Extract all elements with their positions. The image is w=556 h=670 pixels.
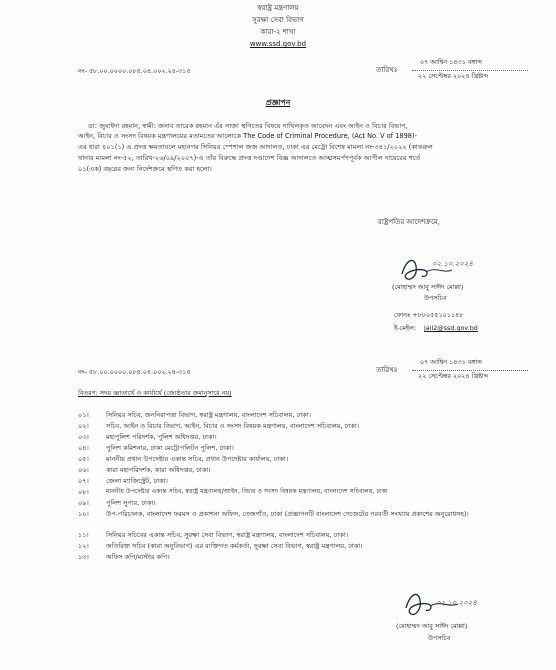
division-name: সুরক্ষা সেবা বিভাগ [252, 16, 304, 24]
branch-name: কারা-২ শাখা [260, 28, 296, 36]
list-item-number: ০২। [78, 422, 89, 430]
list-item-text: মহাপুলিশ পরিদর্শক, পুলিশ অধিদপ্তর, ঢাকা। [106, 433, 217, 441]
body-line: ০১(এক) বছরের জন্য নির্দেশক্রমে স্থগিত করা হলো। [78, 165, 212, 173]
list-item-text: কারা মহাপরিদর্শক, কারা অধিদপ্তর, ঢাকা। [106, 466, 211, 474]
date-bangla-2: ০৭ আশ্বিন ১৪৩১ বঙ্গাব্দ [420, 358, 482, 366]
list-item [78, 410, 518, 421]
list-item [78, 509, 518, 530]
signatory-name: (মোহাম্মদ আবু সাঈদ মোল্লা) [392, 283, 464, 291]
list-item-text: পুলিশ সুপার, ঢাকা। [106, 499, 156, 507]
list-item-text: সচিব, আইন ও বিচার বিভাগ, আইন, বিচার ও সংসদ বিষয়ক মন্ত্রণালয়, বাংলাদেশ সচিবালয়, ঢাকা। [106, 422, 359, 430]
list-item-number: ১০। [78, 510, 89, 518]
list-item-number: ০৯। [78, 499, 89, 507]
signatory-designation-2: উপসচিব [428, 634, 451, 642]
list-item-text: অতিরিক্ত সচিব (কারা অনুবিভাগ) এর ব্যক্তিগত কর্মকর্তা, সুরক্ষা সেবা বিভাগ, স্বরাষ্ট্র মন্ত্রণালয়, ঢাকা। [106, 542, 363, 550]
list-item-number: ০৫। [78, 455, 89, 463]
list-item [78, 552, 518, 563]
list-item [78, 421, 518, 432]
list-item-text: জেলা ম্যাজিস্ট্রেট, ঢাকা। [106, 477, 168, 485]
list-item-number: ০৬। [78, 466, 89, 474]
list-item [78, 541, 518, 552]
list-item [78, 498, 518, 509]
ministry-name: স্বরাষ্ট্র মন্ত্রণালয় [257, 4, 299, 12]
list-item [78, 454, 518, 465]
signatory-designation: উপসচিব [424, 294, 447, 302]
signature-date: ০২.১০.২০২৪ [432, 260, 473, 268]
list-item-number: ০৭। [78, 477, 89, 485]
list-item-number: ০৪। [78, 444, 89, 452]
body-line: ডা: জুবাইদা রহমান, স্বামী: জনাব তারেক রহমান এঁর সাজা স্থগিতের বিষয়ে দাখিলকৃত আবেদন এবং আইন ও বিচার বিভাগ, [88, 122, 408, 130]
signatory-name-2: (মোহাম্মদ আবু সাঈদ মোল্লা) [396, 622, 468, 630]
list-item-text: উপ-পরিচালক, বাংলাদেশ ফরমস ও প্রকাশনা অফিস, তেজগাঁও, ঢাকা (প্রজ্ঞাপনটি বাংলাদেশ গেজেটের পরবর্তী সংখ্যায় প্রকাশের অনুরোধসহ)। [106, 510, 469, 518]
signatory-email-label: ই-মেইল: [394, 324, 417, 332]
body-line: থানার মামলা নং-৫২, তারিখ-২৬/০৯/২০০৭)-এ তাঁর বিরুদ্ধে প্রদত্ত দণ্ডাদেশ বিজ্ঞ আদালতে আত্মসমর্পণপূর্বক আপীল দায়েরের শর্তে [78, 154, 421, 162]
website-link[interactable]: www.ssd.gov.bd [249, 40, 307, 48]
list-item-number: ০৩। [78, 433, 89, 441]
memo-number: নং- ৫৮.০০.০০০০.০৮৫.০৪.০০২.২৪-৩১৫ [78, 67, 191, 75]
body-line: এর ধারা ৪০১(১) এ প্রদত্ত ক্ষমতাবলে মহানগর সিনিয়র স্পেশাল জজ আদালত, ঢাকা এর মেট্রো বিশেষ মামলা নং-৩৪১/২০২২ (কাফরুল [78, 143, 433, 151]
signatory-phone: ফোনঃ +৮৮০৫৫১০১১৪৮ [394, 311, 464, 319]
signatory-email-link[interactable]: jail2@ssd.gov.bd [424, 324, 478, 332]
list-item-number: ০১। [78, 411, 89, 419]
distribution-heading: বিতরণ: সদয় জ্ঞাতার্থে ও কার্যার্থে (জ্যেষ্ঠতার ক্রমানুসারে নয়) [78, 389, 232, 397]
list-item [78, 530, 518, 541]
date-label: তারিখঃ [376, 66, 398, 74]
date-english: ২২ সেপ্টেম্বর ২০২৪ খ্রিষ্টাব্দ [418, 72, 489, 80]
list-item [78, 487, 518, 498]
list-item-text: মাননীয় প্রধান উপদেষ্টার একান্ত সচিব, প্রধান উপদেষ্টার কার্যালয়, ঢাকা। [106, 455, 289, 463]
date-bangla: ০৭ আশ্বিন ১৪৩১ বঙ্গাব্দ [420, 58, 482, 66]
list-item [78, 443, 518, 454]
list-item-number: ১৩। [78, 553, 89, 561]
list-item-text: সিনিয়র সচিবের একান্ত সচিব, সুরক্ষা সেবা বিভাগ, স্বরাষ্ট্র মন্ত্রণালয়, বাংলাদেশ সচিবালয়, ঢাকা। [106, 531, 349, 539]
document-title: প্রজ্ঞাপন [265, 98, 291, 107]
date-english-2: ২২ সেপ্টেম্বর ২০২৪ খ্রিষ্টাব্দ [418, 372, 489, 380]
list-item-number: ১২। [78, 542, 89, 550]
body-line: আইন, বিচার ও সংসদ বিষয়ক মন্ত্রণালয়ের মতামতের আলোকে The Code of Criminal Procedure, (Act No. V of 1898)- [78, 132, 417, 140]
list-item-number: ০৮। [78, 488, 89, 496]
memo-number-2: নং- ৫৮.০০.০০০০.০৮৫.০৪.০০২.২৪-৩১৫ [78, 368, 191, 376]
date-label-2: তারিখঃ [376, 366, 398, 374]
list-item-text: পুলিশ কমিশনার, ঢাকা মেট্রোপলিটন পুলিশ, ঢাকা। [106, 444, 234, 452]
date-divider-2 [412, 370, 528, 371]
list-item-text: সিনিয়র সচিব, জননিরাপত্তা বিভাগ, স্বরাষ্ট্র মন্ত্রণালয়, বাংলাদেশ সচিবালয়, ঢাকা। [106, 411, 311, 419]
list-item-number: ১১। [78, 531, 89, 539]
list-item [78, 465, 518, 476]
signature-date-2: ০২.১০.২০২৪ [436, 599, 477, 607]
list-item [78, 476, 518, 487]
list-item-text: অফিস কপি/মাস্টার কপি। [106, 553, 170, 561]
distribution-list [78, 410, 518, 563]
signature-graphic [396, 252, 506, 286]
list-item-text: মাননীয় উপদেষ্টার একান্ত সচিব, স্বরাষ্ট্র মন্ত্রণালয়/আইন, বিচার ও সংসদ বিষয়ক মন্ত্রণালয়, বাংলাদেশ সচিবালয়, ঢাকা [106, 488, 388, 495]
date-divider [412, 70, 528, 71]
presidential-order-line: রাষ্ট্রপতির আদেশক্রমে, [378, 218, 440, 226]
list-item [78, 432, 518, 443]
